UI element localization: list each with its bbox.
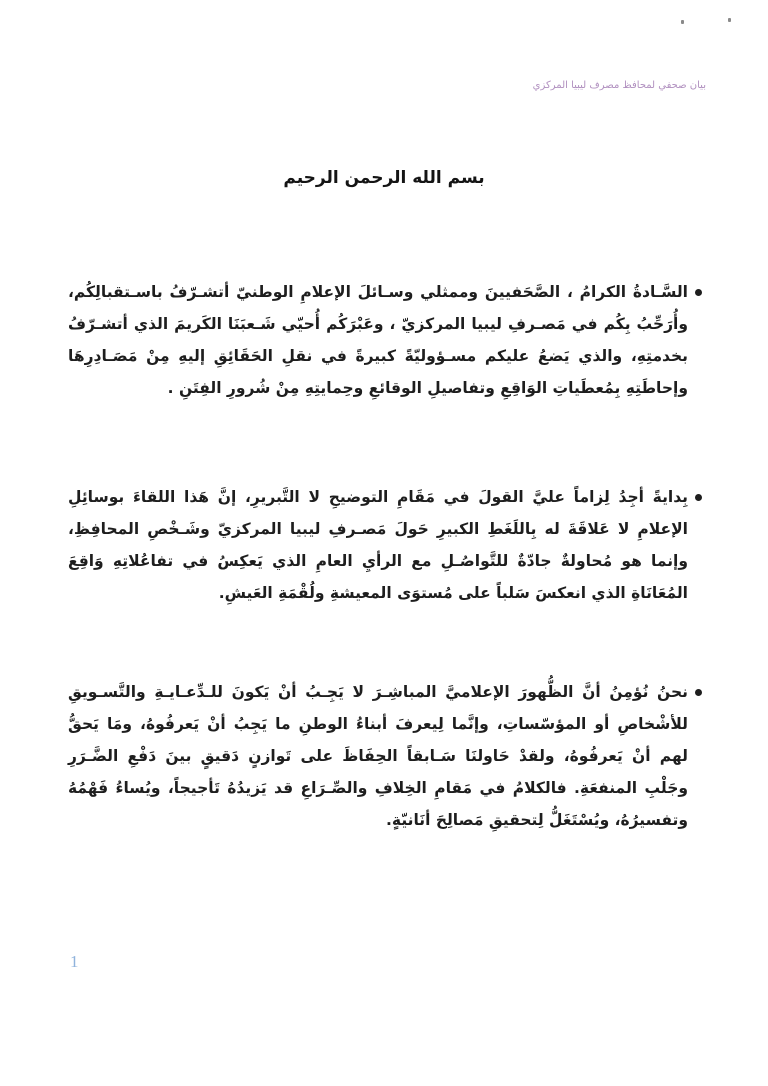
page-number: 1 xyxy=(70,952,79,971)
paragraph-1-text: السَّـادةُ الكرامُ ، الصَّحَفيينَ وممثلي وسـائلَ الإعلامِ الوطنيّ أتشـرّفُ باسـتقبالِكُم، وأُرَحِّبُ بِكُم في مَصـرفِ ليبيا المركزيّ ، وعَبْرَكُم أُحيّي شَـعبَنَا الكَريمَ الذي أتشـرّفُ بخدمتِهِ، والذي يَضعُ عليكم مسـؤوليّةً كبيرةً في نقلِ الحَقَائِقِ إليهِ مِنْ مَصَـادِرِهَا وإحاطَتِهِ بِمُعطَياتِ الوَاقِعِ وتفاصيلِ الوقائعِ وحِمايتِهِ مِنْ شُرورِ الفِتَنِ . xyxy=(68,283,688,397)
scan-mark-left xyxy=(681,20,684,24)
paragraph-2 xyxy=(68,481,688,609)
running-header: بيان صحفي لمحافظ مصرف ليبيا المركزي xyxy=(532,80,706,91)
paragraph-3-text: نحنُ نُؤمِنُ أنَّ الظُّهورَ الإعلاميَّ المباشِـرَ لا يَجِـبُ أنْ يَكونَ للـدِّعـايـةِ والتَّسـويقِ للأشْخاصِ أو المؤسّساتِ، وإنَّما لِيعرفَ أبناءُ الوطنِ ما يَجِبُ أنْ يَعرفُوهُ، ومَا يَحقُّ لهم أنْ يَعرفُوهُ، ولقدْ حَاولنَا سَـابقاً الحِفَاظَ على تَوازنٍ دَقيقٍ بينَ دَفْعِ الضَّـرَرِ وجَلْبِ المنفعَةِ. فالكلامُ في مَقامِ الخِلافِ والصِّـرَاعِ قد يَزيدُهُ تَأجيجاً، ويُساءُ فَهْمُهُ وتفسيرُهُ، ويُسْتَغَلُّ لِتحقيقِ مَصالِحَ أنَانيّةٍ. xyxy=(68,683,688,829)
paragraph-2-text: بِدايةً أجِدُ لِزاماً عليَّ القولَ في مَقَامِ التوضيحِ لا التَّبريرِ، إنَّ هَذا اللقاءَ بوسائِلِ الإعلامِ لا عَلاقَةَ له بِاللَغَطِ الكبيرِ حَولَ مَصـرفِ ليبيا المركزيّ وشَـخْصِ المحافِظِ، وإنما هو مُحاولةٌ جادّةٌ للتَّواصُـلِ مع الرأيِ العامِ الذي يَعكِسُ في تفاعُلاتِهِ وَاقِعَ المُعَانَاةِ الذي انعكسَ سَلباً على مُستوَى المعيشةِ ولُقْمَةِ العَيشِ. xyxy=(68,488,688,602)
bullet-dot-icon xyxy=(695,289,702,296)
scan-mark-right xyxy=(728,18,731,22)
bullet-dot-icon xyxy=(695,689,702,696)
paragraph-3 xyxy=(68,676,688,836)
scan-marks xyxy=(0,14,768,26)
paragraph-1 xyxy=(68,276,688,404)
bullet-dot-icon xyxy=(695,494,702,501)
basmala-heading: بسم الله الرحمن الرحيم xyxy=(283,168,485,188)
